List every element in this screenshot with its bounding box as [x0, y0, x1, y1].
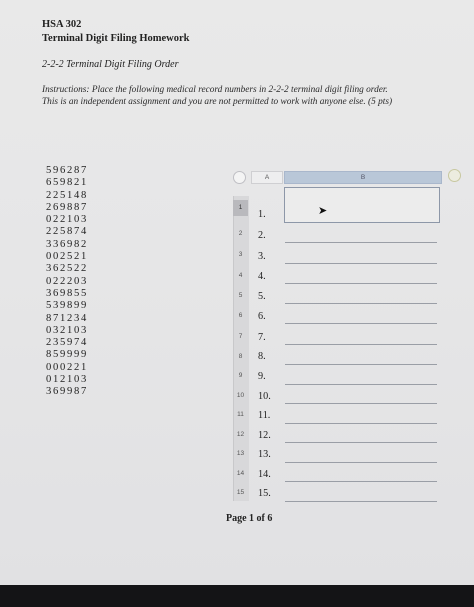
list-item: 012103	[46, 374, 88, 386]
answer-label-6: 6.	[258, 311, 266, 322]
answer-line-9[interactable]	[285, 384, 437, 385]
list-item: 336982	[46, 238, 88, 250]
answer-line-8[interactable]	[285, 364, 437, 365]
list-item: 539899	[46, 300, 88, 312]
answer-line-2[interactable]	[285, 242, 437, 243]
row-header-3[interactable]: 3	[238, 251, 243, 258]
row-header-15[interactable]: 15	[236, 489, 245, 496]
answer-label-12: 12.	[258, 430, 271, 441]
select-all-handle[interactable]	[233, 171, 246, 184]
instructions-line-1: Instructions: Place the following medical record numbers in 2-2-2 terminal digit filing order.	[42, 85, 388, 95]
row-header-13[interactable]: 13	[236, 450, 245, 457]
answer-label-15: 15.	[258, 488, 271, 499]
instructions-line-2: This is an independent assignment and you are not permitted to work with anyone else. (5 pts)	[42, 97, 393, 107]
list-item: 032103	[46, 324, 88, 336]
column-header-a[interactable]: A	[251, 171, 283, 184]
list-item: 002521	[46, 251, 88, 263]
answer-label-14: 14.	[258, 469, 271, 480]
list-item: 000221	[46, 361, 88, 373]
mouse-pointer-icon: ➤	[318, 204, 328, 217]
list-item: 859999	[46, 349, 88, 361]
list-item: 362522	[46, 263, 88, 275]
list-item: 235974	[46, 337, 88, 349]
answer-line-6[interactable]	[285, 323, 437, 324]
answer-line-13[interactable]	[285, 462, 437, 463]
list-item: 369987	[46, 386, 88, 398]
row-header-6[interactable]: 6	[238, 312, 243, 319]
row-header-1[interactable]: 1	[233, 200, 248, 216]
answer-line-10[interactable]	[285, 403, 437, 404]
row-header-14[interactable]: 14	[236, 470, 245, 477]
list-item: 225148	[46, 189, 88, 201]
list-item: 225874	[46, 226, 88, 238]
row-header-7[interactable]: 7	[238, 333, 243, 340]
list-item: 022103	[46, 214, 88, 226]
row-header-4[interactable]: 4	[238, 272, 243, 279]
answer-label-10: 10.	[258, 391, 271, 402]
answer-line-12[interactable]	[285, 442, 437, 443]
row-header-12[interactable]: 12	[236, 431, 245, 438]
answer-line-11[interactable]	[285, 423, 437, 424]
answer-label-9: 9.	[258, 371, 266, 382]
add-column-handle[interactable]	[448, 169, 461, 182]
row-header-11[interactable]: 11	[237, 411, 244, 418]
bottom-dark-strip	[0, 585, 474, 607]
row-header-2[interactable]: 2	[238, 230, 243, 237]
answer-label-4: 4.	[258, 271, 266, 282]
answer-line-4[interactable]	[285, 283, 437, 284]
course-code: HSA 302	[42, 19, 82, 30]
answer-label-1: 1.	[258, 209, 266, 220]
answer-line-14[interactable]	[285, 481, 437, 482]
list-item: 369855	[46, 287, 88, 299]
answer-line-3[interactable]	[285, 263, 437, 264]
answer-label-2: 2.	[258, 230, 266, 241]
list-item: 871234	[46, 312, 88, 324]
answer-label-5: 5.	[258, 291, 266, 302]
answer-label-8: 8.	[258, 351, 266, 362]
answer-label-3: 3.	[258, 251, 266, 262]
row-header-10[interactable]: 10	[236, 392, 245, 399]
list-item: 022203	[46, 275, 88, 287]
document-title: Terminal Digit Filing Homework	[42, 33, 190, 44]
row-header-9[interactable]: 9	[238, 372, 243, 379]
answer-line-15[interactable]	[285, 501, 437, 502]
selected-cell-b1[interactable]	[284, 187, 440, 223]
section-title: 2-2-2 Terminal Digit Filing Order	[42, 59, 179, 70]
row-header-8[interactable]: 8	[238, 353, 243, 360]
answer-label-11: 11.	[258, 410, 271, 421]
list-item: 269887	[46, 201, 88, 213]
answer-label-7: 7.	[258, 332, 266, 343]
answer-line-7[interactable]	[285, 344, 437, 345]
list-item: 596287	[46, 165, 88, 176]
row-header-5[interactable]: 5	[238, 292, 243, 299]
answer-label-13: 13.	[258, 449, 271, 460]
list-item: 659821	[46, 177, 88, 189]
record-number-list	[46, 165, 88, 399]
column-header-b[interactable]: B	[284, 171, 442, 184]
answer-line-5[interactable]	[285, 303, 437, 304]
page-number: Page 1 of 6	[226, 513, 273, 524]
